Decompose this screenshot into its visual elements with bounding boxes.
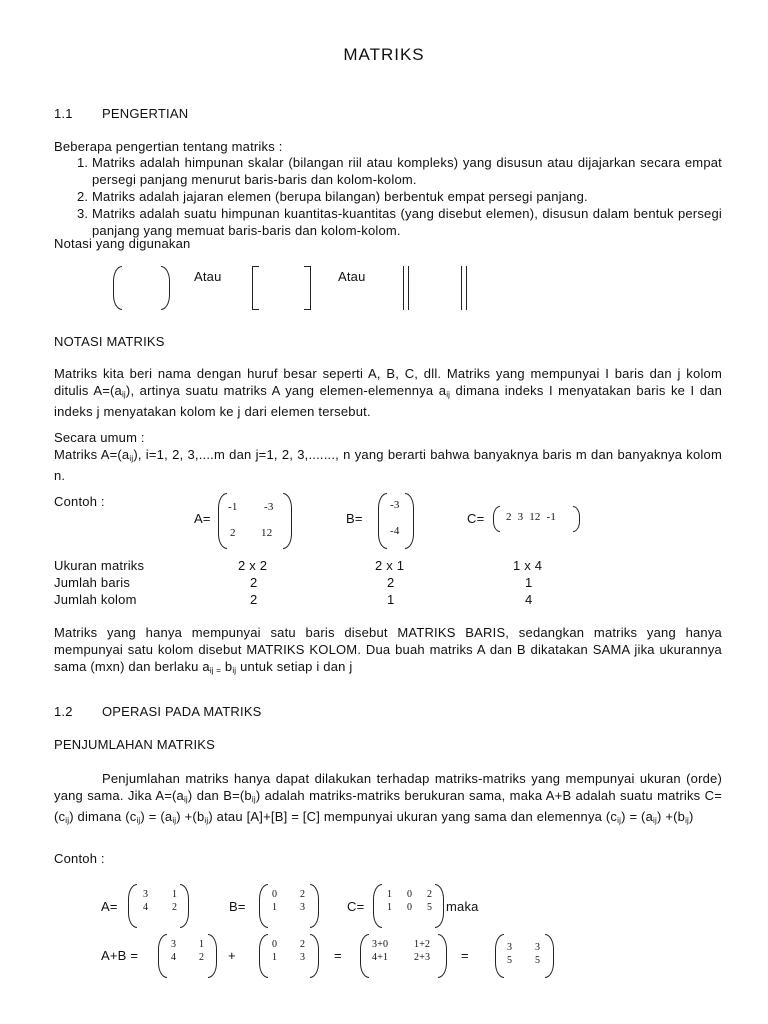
matrix-cell: 1 [272,902,278,913]
matrix-cell: 3 [300,952,306,963]
contoh-label-1: Contoh : [54,494,105,509]
plus-sign: + [228,948,236,963]
matrix-cell: -4 [390,525,400,537]
matrix-cell: 3 [300,902,306,913]
equals-sign-1: = [334,948,342,963]
table-cell: 2 x 1 [375,558,405,573]
matrix-cell: 0 [407,902,413,913]
matrix-cell: 3 [535,942,541,953]
matrix-cell: 2 [300,889,306,900]
table-cell: 4 [525,592,533,607]
paragraph-umum: Matriks $A=(a_{ij})$, i=1, 2, 3,....m dan j=1, 2, 3,......., n yang berarti bahwa banyaknya baris m dan banyaknya kolom n. [54,447,722,483]
maka-label: maka [446,899,479,914]
matrix-cell: 5 [507,955,513,966]
matrix-cell: 3 [143,889,149,900]
notasi-matriks-heading: NOTASI MATRIKS [54,334,165,349]
notasi-label: Notasi yang digunakan [54,236,191,251]
matrix-cell: -3 [390,499,400,511]
table-cell: 2 x 2 [238,558,268,573]
matrix-cell: 2 [300,939,306,950]
definition-item-2: 2. Matriks adalah jajaran elemen (berupa bilangan) berbentuk empat persegi panjang. [92,188,722,205]
table-row-label: Jumlah baris [54,575,131,590]
matrix-cell: 2+3 [414,952,431,963]
paragraph-notasi: Matriks kita beri nama dengan huruf besar seperti A, B, C, dll. Matriks yang mempunyai I baris dan j kolom ditulis $A=(a_{ij})$, artinya suatu matriks A yang elemen-elemennya $a_{ij}$ dimana indeks I menyatakan baris ke I dan indeks j menyatakan kolom ke j dari elemen tersebut. [54,366,723,419]
section-title-operasi: OPERASI PADA MATRIKS [102,704,262,719]
sum-label: A+B = [101,948,139,963]
page-title: MATRIKS [343,45,425,64]
matrix-a-label: A= [194,511,211,526]
secara-umum-label: Secara umum : [54,430,145,445]
matrix-cell: 1 [387,889,393,900]
matrix-c-label: C= [467,511,485,526]
matrix-cell: 0 [272,939,278,950]
definition-list [54,154,722,239]
matrix-cell: 2 [199,952,205,963]
section-number-1-1: 1.1 [54,106,73,121]
table-cell: 1 x 4 [513,558,543,573]
table-cell: 1 [525,575,533,590]
matrix-cell: 4 [171,952,177,963]
matrix-b-label: B= [346,511,363,526]
table-cell: 2 [250,575,258,590]
matrix-cell: 4+1 [372,952,389,963]
matrix-cell: 1 [272,952,278,963]
matrix-cell: 1 [387,902,393,913]
definition-item-3: 3. Matriks adalah suatu himpunan kuantitas-kuantitas (yang disebut elemen), disusun dalam bentuk persegi panjang yang memuat baris-baris dan kolom-kolom. [92,205,722,239]
matrix-cell: 5 [427,902,433,913]
matrix-cell: 2 [172,902,178,913]
matrix-cell: 3 [171,939,177,950]
contoh-label-2: Contoh : [54,851,105,866]
matrix-cell: -1 [228,501,238,513]
section-number-1-2: 1.2 [54,704,73,719]
matrix-row: 2 3 12 -1 [506,511,557,523]
equals-sign-2: = [461,948,469,963]
matrix-a2-label: A= [101,899,118,914]
matrix-cell: -3 [264,501,274,513]
matrix-cell: 1+2 [414,939,431,950]
matrix-cell: 12 [261,527,273,539]
table-row-label: Ukuran matriks [54,558,145,573]
table-cell: 2 [387,575,395,590]
matrix-cell: 5 [535,955,541,966]
definition-item-1: 1. Matriks adalah himpunan skalar (bilangan riil atau kompleks) yang disusun atau dijajarkan secara empat persegi panjang menurut baris-baris dan kolom-kolom. [92,154,722,188]
matrix-cell: 1 [199,939,205,950]
matrix-cell: 4 [143,902,149,913]
matrix-cell: 2 [427,889,433,900]
matrix-cell: 0 [407,889,413,900]
matrix-cell: 2 [230,527,236,539]
matrix-c2-label: C= [347,899,365,914]
matrix-cell: 3+0 [372,939,389,950]
table-cell: 2 [250,592,258,607]
atau-label-2: Atau [338,269,366,284]
intro-text: Beberapa pengertian tentang matriks : [54,139,283,154]
matrix-cell: 0 [272,889,278,900]
penjumlahan-heading: PENJUMLAHAN MATRIKS [54,737,216,752]
section-title-pengertian: PENGERTIAN [102,106,189,121]
atau-label-1: Atau [194,269,222,284]
matrix-cell: 3 [507,942,513,953]
matrix-cell: 1 [172,889,178,900]
table-row-label: Jumlah kolom [54,592,137,607]
table-cell: 1 [387,592,395,607]
matrix-b2-label: B= [229,899,246,914]
paragraph-penjumlahan: Penjumlahan matriks hanya dapat dilakukan terhadap matriks-matriks yang mempunyai ukuran (orde) yang sama. Jika $A=(a_{ij})$ dan $B=(b_{ij})$ adalah matriks-matriks berukuran sama, maka A+B adalah suatu matriks $C=(c_{ij})$ dimana $(c_{ij}) = (a_{ij}) +(b_{ij})$ atau [A]+[B] = [C] mempunyai ukuran yang sama dan elemennya $(c_{ij}) = (a_{ij}) +(b_{ij})$ [54,771,722,825]
paragraph-matriks-baris: Matriks yang hanya mempunyai satu baris disebut MATRIKS BARIS, sedangkan matriks yang hanya mempunyai satu kolom disebut MATRIKS KOLOM. Dua buah matriks A dan B dikatakan SAMA jika ukurannya sama (mxn) dan berlaku $a_{ij =}$ $b_{ij}$ untuk setiap i dan j [54,625,722,675]
